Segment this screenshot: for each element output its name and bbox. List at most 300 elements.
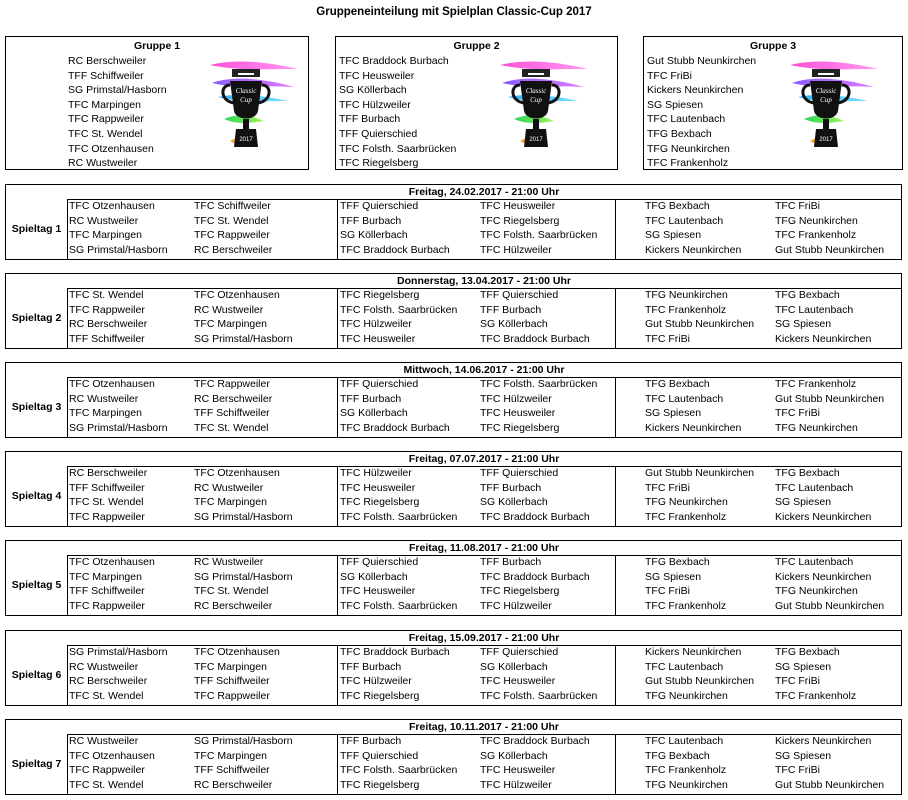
home-team: TFC FriBi: [645, 332, 690, 345]
home-team: TFC Folsth. Saarbrücken: [340, 599, 458, 612]
group-matches-2: [337, 466, 616, 526]
away-team: SG Köllerbach: [480, 496, 548, 509]
group-matches-1: [67, 466, 337, 526]
home-team: TFC Hülzweiler: [340, 467, 412, 479]
spieltag-block-5: [5, 540, 902, 616]
group-heading: Gruppe 1: [133, 40, 181, 52]
away-team: SG Köllerbach: [480, 660, 548, 673]
home-team: TFF Schiffweiler: [69, 332, 145, 345]
home-team: TFF Burbach: [340, 735, 402, 747]
home-team: TFF Schiffweiler: [69, 585, 145, 598]
away-team: Kickers Neunkirchen: [775, 735, 872, 747]
match-row: [67, 555, 337, 570]
home-team: Kickers Neunkirchen: [645, 646, 742, 658]
match-row: [67, 317, 337, 332]
match-row: [643, 510, 902, 525]
away-team: TFF Schiffweiler: [194, 407, 270, 420]
home-team: RC Wustweiler: [69, 660, 139, 673]
away-team: TFC St. Wendel: [194, 421, 269, 434]
team-name: TFC Frankenholz: [647, 157, 729, 170]
group-matches-1: [67, 377, 337, 437]
group-matches-3: [643, 199, 902, 259]
team-name: TFC Riegelsberg: [339, 157, 419, 170]
home-team: TFC Otzenhausen: [69, 378, 155, 390]
home-team: SG Primstal/Hasborn: [69, 421, 168, 434]
home-team: RC Wustweiler: [69, 214, 139, 227]
match-row: [643, 481, 902, 496]
away-team: SG Spiesen: [775, 318, 832, 331]
match-row: [338, 214, 615, 229]
away-team: TFC Marpingen: [194, 660, 267, 673]
match-row: [67, 421, 337, 436]
away-team: TFG Bexbach: [775, 467, 840, 479]
home-team: TFC FriBi: [645, 585, 690, 598]
match-row: [67, 199, 337, 214]
home-team: TFC Folsth. Saarbrücken: [340, 303, 458, 316]
team-name: TFC Hülzweiler: [339, 98, 411, 111]
match-row: [67, 406, 337, 421]
home-team: TFF Quierschied: [340, 556, 419, 568]
match-row: [338, 377, 615, 392]
match-date: Donnerstag, 13.04.2017 - 21:00 Uhr: [67, 274, 901, 289]
home-team: TFC Heusweiler: [340, 481, 416, 494]
away-team: TFC FriBi: [775, 407, 820, 420]
home-team: SG Köllerbach: [340, 570, 408, 583]
away-team: SG Primstal/Hasborn: [194, 332, 293, 345]
match-row: [67, 303, 337, 318]
away-team: TFC Otzenhausen: [194, 467, 280, 479]
spieltag-block-2: [5, 273, 902, 349]
page-title: Gruppeneinteilung mit Spielplan Classic-Cup 2017: [316, 6, 592, 18]
match-row: [67, 466, 337, 481]
away-team: TFF Quierschied: [480, 646, 559, 658]
team-name: SG Spiesen: [647, 98, 704, 111]
match-row: [67, 243, 337, 258]
match-row: [338, 466, 615, 481]
home-team: Kickers Neunkirchen: [645, 243, 742, 256]
home-team: TFC Otzenhausen: [69, 749, 155, 762]
match-row: [67, 599, 337, 614]
group-matches-2: [337, 555, 616, 615]
match-row: [338, 645, 615, 660]
home-team: TFG Bexbach: [645, 556, 710, 568]
trophy-logo: [784, 55, 880, 167]
team-name: TFC FriBi: [647, 69, 692, 82]
away-team: RC Wustweiler: [194, 556, 264, 568]
match-date: Freitag, 07.07.2017 - 21:00 Uhr: [67, 452, 901, 467]
home-team: SG Spiesen: [645, 229, 702, 242]
group-matches-3: [643, 645, 902, 705]
team-name: TFC St. Wendel: [68, 127, 143, 140]
home-team: SG Köllerbach: [340, 229, 408, 242]
away-team: TFC Folsth. Saarbrücken: [480, 229, 598, 242]
home-team: TFF Schiffweiler: [69, 481, 145, 494]
away-team: TFC Lautenbach: [775, 481, 854, 494]
home-team: TFC Marpingen: [69, 229, 142, 242]
group-matches-2: [337, 288, 616, 348]
away-team: TFC Folsth. Saarbrücken: [480, 378, 598, 390]
away-team: RC Wustweiler: [194, 481, 264, 494]
away-team: SG Spiesen: [775, 496, 832, 509]
away-team: TFC St. Wendel: [194, 214, 269, 227]
home-team: TFC Braddock Burbach: [340, 646, 450, 658]
away-team: TFC Rappweiler: [194, 689, 270, 702]
home-team: TFC Riegelsberg: [340, 689, 420, 702]
home-team: TFC Frankenholz: [645, 599, 727, 612]
team-name: TFC Marpingen: [68, 98, 141, 111]
away-team: RC Berschweiler: [194, 778, 273, 791]
match-row: [67, 674, 337, 689]
home-team: TFC Braddock Burbach: [340, 421, 450, 434]
home-team: TFC Lautenbach: [645, 735, 724, 747]
group-matches-1: [67, 555, 337, 615]
away-team: SG Primstal/Hasborn: [194, 510, 293, 523]
team-name: Kickers Neunkirchen: [647, 84, 744, 97]
match-row: [67, 689, 337, 704]
away-team: TFC FriBi: [775, 764, 820, 777]
spieltag-block-3: [5, 362, 902, 438]
match-row: [67, 584, 337, 599]
team-name: TFC Rappweiler: [68, 113, 144, 126]
home-team: TFC St. Wendel: [69, 496, 144, 509]
match-row: [643, 332, 902, 347]
trophy-logo: [494, 55, 590, 167]
spieltag-label: Spieltag 7: [6, 734, 68, 794]
match-row: [338, 392, 615, 407]
home-team: TFG Bexbach: [645, 749, 710, 762]
home-team: TFC Rappweiler: [69, 599, 145, 612]
away-team: TFC Folsth. Saarbrücken: [480, 689, 598, 702]
away-team: TFC Hülzweiler: [480, 599, 552, 612]
svg-text:2017: 2017: [529, 137, 543, 143]
team-name: TFG Bexbach: [647, 127, 712, 140]
away-team: TFC Rappweiler: [194, 229, 270, 242]
match-date: Freitag, 24.02.2017 - 21:00 Uhr: [67, 185, 901, 200]
home-team: SG Köllerbach: [340, 407, 408, 420]
home-team: TFC Lautenbach: [645, 214, 724, 227]
home-team: TFC Otzenhausen: [69, 200, 155, 212]
match-date: Freitag, 11.08.2017 - 21:00 Uhr: [67, 541, 901, 556]
home-team: Kickers Neunkirchen: [645, 421, 742, 434]
svg-text:Classic: Classic: [235, 87, 257, 95]
match-row: [643, 584, 902, 599]
home-team: RC Berschweiler: [69, 675, 148, 688]
group-matches-3: [643, 377, 902, 437]
home-team: Gut Stubb Neunkirchen: [645, 675, 755, 688]
away-team: RC Berschweiler: [194, 392, 273, 405]
match-row: [338, 317, 615, 332]
home-team: SG Primstal/Hasborn: [69, 646, 168, 658]
match-row: [67, 570, 337, 585]
group-matches-2: [337, 645, 616, 705]
match-row: [338, 734, 615, 749]
classic-cup-trophy-icon: [494, 55, 590, 167]
home-team: TFC Folsth. Saarbrücken: [340, 510, 458, 523]
home-team: SG Spiesen: [645, 407, 702, 420]
away-team: TFC Riegelsberg: [480, 421, 560, 434]
away-team: RC Wustweiler: [194, 303, 264, 316]
match-row: [643, 377, 902, 392]
svg-text:Classic: Classic: [525, 87, 547, 95]
home-team: Gut Stubb Neunkirchen: [645, 318, 755, 331]
home-team: RC Berschweiler: [69, 318, 148, 331]
match-row: [338, 228, 615, 243]
spieltag-label: Spieltag 4: [6, 466, 68, 526]
home-team: TFC St. Wendel: [69, 689, 144, 702]
match-row: [643, 570, 902, 585]
home-team: TFC Lautenbach: [645, 660, 724, 673]
match-row: [67, 288, 337, 303]
home-team: TFC Riegelsberg: [340, 496, 420, 509]
group-matches-1: [67, 199, 337, 259]
match-row: [338, 555, 615, 570]
away-team: SG Primstal/Hasborn: [194, 735, 293, 747]
match-row: [67, 510, 337, 525]
match-row: [67, 495, 337, 510]
group-matches-1: [67, 645, 337, 705]
team-list: [339, 54, 456, 171]
away-team: SG Köllerbach: [480, 318, 548, 331]
match-row: [643, 660, 902, 675]
away-team: TFC Lautenbach: [775, 303, 854, 316]
match-row: [338, 584, 615, 599]
away-team: TFC Heusweiler: [480, 407, 556, 420]
match-row: [67, 332, 337, 347]
team-name: SG Köllerbach: [339, 84, 407, 97]
home-team: TFC Folsth. Saarbrücken: [340, 764, 458, 777]
away-team: SG Spiesen: [775, 749, 832, 762]
svg-text:2017: 2017: [239, 137, 253, 143]
away-team: TFC Heusweiler: [480, 200, 556, 212]
group-box-2: [335, 36, 618, 170]
away-team: Kickers Neunkirchen: [775, 570, 872, 583]
svg-text:Cup: Cup: [530, 96, 542, 104]
away-team: TFC Lautenbach: [775, 556, 854, 568]
match-row: [643, 303, 902, 318]
home-team: TFG Neunkirchen: [645, 496, 728, 509]
team-name: TFF Quierschied: [339, 127, 418, 140]
away-team: Kickers Neunkirchen: [775, 510, 872, 523]
away-team: TFC Heusweiler: [480, 764, 556, 777]
away-team: TFC Riegelsberg: [480, 214, 560, 227]
away-team: TFC Marpingen: [194, 749, 267, 762]
away-team: TFF Schiffweiler: [194, 764, 270, 777]
away-team: RC Berschweiler: [194, 243, 273, 256]
match-row: [67, 734, 337, 749]
team-name: RC Wustweiler: [68, 157, 138, 170]
match-row: [643, 243, 902, 258]
home-team: TFC Hülzweiler: [340, 675, 412, 688]
match-row: [338, 510, 615, 525]
match-date: Freitag, 10.11.2017 - 21:00 Uhr: [67, 720, 901, 735]
team-name: TFC Folsth. Saarbrücken: [339, 142, 457, 155]
home-team: SG Primstal/Hasborn: [69, 243, 168, 256]
spieltag-label: Spieltag 5: [6, 555, 68, 615]
match-row: [643, 734, 902, 749]
group-heading: Gruppe 2: [453, 40, 500, 52]
group-matches-3: [643, 555, 902, 615]
away-team: TFC Hülzweiler: [480, 243, 552, 256]
match-row: [643, 495, 902, 510]
away-team: Kickers Neunkirchen: [775, 332, 872, 345]
match-row: [67, 749, 337, 764]
home-team: TFC Marpingen: [69, 407, 142, 420]
match-row: [643, 689, 902, 704]
match-row: [643, 317, 902, 332]
match-row: [338, 303, 615, 318]
away-team: TFF Burbach: [480, 303, 542, 316]
away-team: RC Berschweiler: [194, 599, 273, 612]
spieltag-block-7: [5, 719, 902, 795]
spieltag-block-4: [5, 451, 902, 527]
away-team: TFC St. Wendel: [194, 585, 269, 598]
away-team: SG Primstal/Hasborn: [194, 570, 293, 583]
team-name: TFC Braddock Burbach: [339, 55, 449, 67]
match-row: [338, 495, 615, 510]
away-team: TFC Hülzweiler: [480, 778, 552, 791]
away-team: TFC Braddock Burbach: [480, 735, 590, 747]
home-team: RC Wustweiler: [69, 735, 139, 747]
away-team: TFG Bexbach: [775, 289, 840, 301]
team-name: RC Berschweiler: [68, 55, 147, 67]
away-team: TFC Frankenholz: [775, 378, 857, 390]
spieltag-label: Spieltag 2: [6, 288, 68, 348]
away-team: TFG Neunkirchen: [775, 214, 858, 227]
away-team: Gut Stubb Neunkirchen: [775, 243, 885, 256]
home-team: RC Berschweiler: [69, 467, 148, 479]
match-row: [338, 199, 615, 214]
match-date: Mittwoch, 14.06.2017 - 21:00 Uhr: [67, 363, 901, 378]
home-team: TFC Heusweiler: [340, 585, 416, 598]
svg-text:Classic: Classic: [815, 87, 837, 95]
away-team: TFC Marpingen: [194, 496, 267, 509]
match-row: [338, 660, 615, 675]
team-list: [68, 54, 167, 171]
away-team: TFF Burbach: [480, 556, 542, 568]
away-team: TFC FriBi: [775, 200, 820, 212]
match-row: [643, 778, 902, 793]
match-row: [67, 377, 337, 392]
home-team: TFC Hülzweiler: [340, 318, 412, 331]
home-team: TFF Quierschied: [340, 200, 419, 212]
home-team: SG Spiesen: [645, 570, 702, 583]
away-team: TFC Frankenholz: [775, 689, 857, 702]
match-row: [643, 674, 902, 689]
home-team: TFG Neunkirchen: [645, 289, 728, 301]
svg-text:Cup: Cup: [820, 96, 832, 104]
away-team: TFC Braddock Burbach: [480, 332, 590, 345]
team-name: Gut Stubb Neunkirchen: [647, 55, 757, 67]
group-heading: Gruppe 3: [749, 40, 797, 52]
team-name: TFF Schiffweiler: [68, 69, 144, 82]
away-team: TFF Burbach: [480, 481, 542, 494]
match-row: [67, 228, 337, 243]
away-team: SG Spiesen: [775, 660, 832, 673]
team-name: SG Primstal/Hasborn: [68, 84, 167, 97]
home-team: TFC Otzenhausen: [69, 556, 155, 568]
match-row: [643, 228, 902, 243]
home-team: Gut Stubb Neunkirchen: [645, 467, 755, 479]
away-team: TFC Hülzweiler: [480, 392, 552, 405]
match-row: [338, 778, 615, 793]
match-row: [643, 599, 902, 614]
match-row: [338, 599, 615, 614]
away-team: TFF Schiffweiler: [194, 675, 270, 688]
spieltag-label: Spieltag 6: [6, 645, 68, 705]
away-team: TFC Otzenhausen: [194, 646, 280, 658]
away-team: TFC Marpingen: [194, 318, 267, 331]
team-name: TFG Neunkirchen: [647, 142, 730, 155]
match-row: [338, 749, 615, 764]
match-row: [338, 481, 615, 496]
match-row: [67, 660, 337, 675]
match-row: [643, 466, 902, 481]
match-date: Freitag, 15.09.2017 - 21:00 Uhr: [67, 631, 901, 646]
svg-text:Cup: Cup: [240, 96, 252, 104]
home-team: TFC Frankenholz: [645, 303, 727, 316]
spieltag-block-1: [5, 184, 902, 260]
match-row: [67, 778, 337, 793]
away-team: TFC Heusweiler: [480, 675, 556, 688]
away-team: TFC Schiffweiler: [194, 200, 271, 212]
group-box-1: [5, 36, 309, 170]
away-team: Gut Stubb Neunkirchen: [775, 599, 885, 612]
match-row: [338, 763, 615, 778]
svg-text:2017: 2017: [819, 137, 833, 143]
group-matches-2: [337, 199, 616, 259]
team-name: TFF Burbach: [339, 113, 401, 126]
team-name: TFC Otzenhausen: [68, 142, 154, 155]
group-matches-1: [67, 288, 337, 348]
match-row: [643, 555, 902, 570]
home-team: TFC Marpingen: [69, 570, 142, 583]
home-team: RC Wustweiler: [69, 392, 139, 405]
spieltag-block-6: [5, 630, 902, 706]
home-team: TFG Bexbach: [645, 378, 710, 390]
group-matches-3: [643, 288, 902, 348]
away-team: TFC Frankenholz: [775, 229, 857, 242]
match-row: [643, 645, 902, 660]
match-row: [643, 421, 902, 436]
home-team: TFC Rappweiler: [69, 764, 145, 777]
home-team: TFF Burbach: [340, 660, 402, 673]
away-team: TFC Braddock Burbach: [480, 510, 590, 523]
group-matches-2: [337, 734, 616, 794]
away-team: TFG Neunkirchen: [775, 585, 858, 598]
group-matches-3: [643, 466, 902, 526]
home-team: TFC Frankenholz: [645, 510, 727, 523]
away-team: Gut Stubb Neunkirchen: [775, 778, 885, 791]
match-row: [643, 214, 902, 229]
home-team: TFC Lautenbach: [645, 392, 724, 405]
away-team: TFG Bexbach: [775, 646, 840, 658]
match-row: [643, 406, 902, 421]
team-list: [647, 54, 756, 171]
match-row: [67, 481, 337, 496]
match-row: [338, 570, 615, 585]
home-team: TFC Rappweiler: [69, 303, 145, 316]
match-row: [338, 689, 615, 704]
home-team: TFG Neunkirchen: [645, 689, 728, 702]
match-row: [338, 674, 615, 689]
group-matches-1: [67, 734, 337, 794]
home-team: TFC St. Wendel: [69, 778, 144, 791]
away-team: TFC Braddock Burbach: [480, 570, 590, 583]
match-row: [643, 288, 902, 303]
home-team: TFC Riegelsberg: [340, 778, 420, 791]
home-team: TFG Bexbach: [645, 200, 710, 212]
home-team: TFF Quierschied: [340, 749, 419, 762]
